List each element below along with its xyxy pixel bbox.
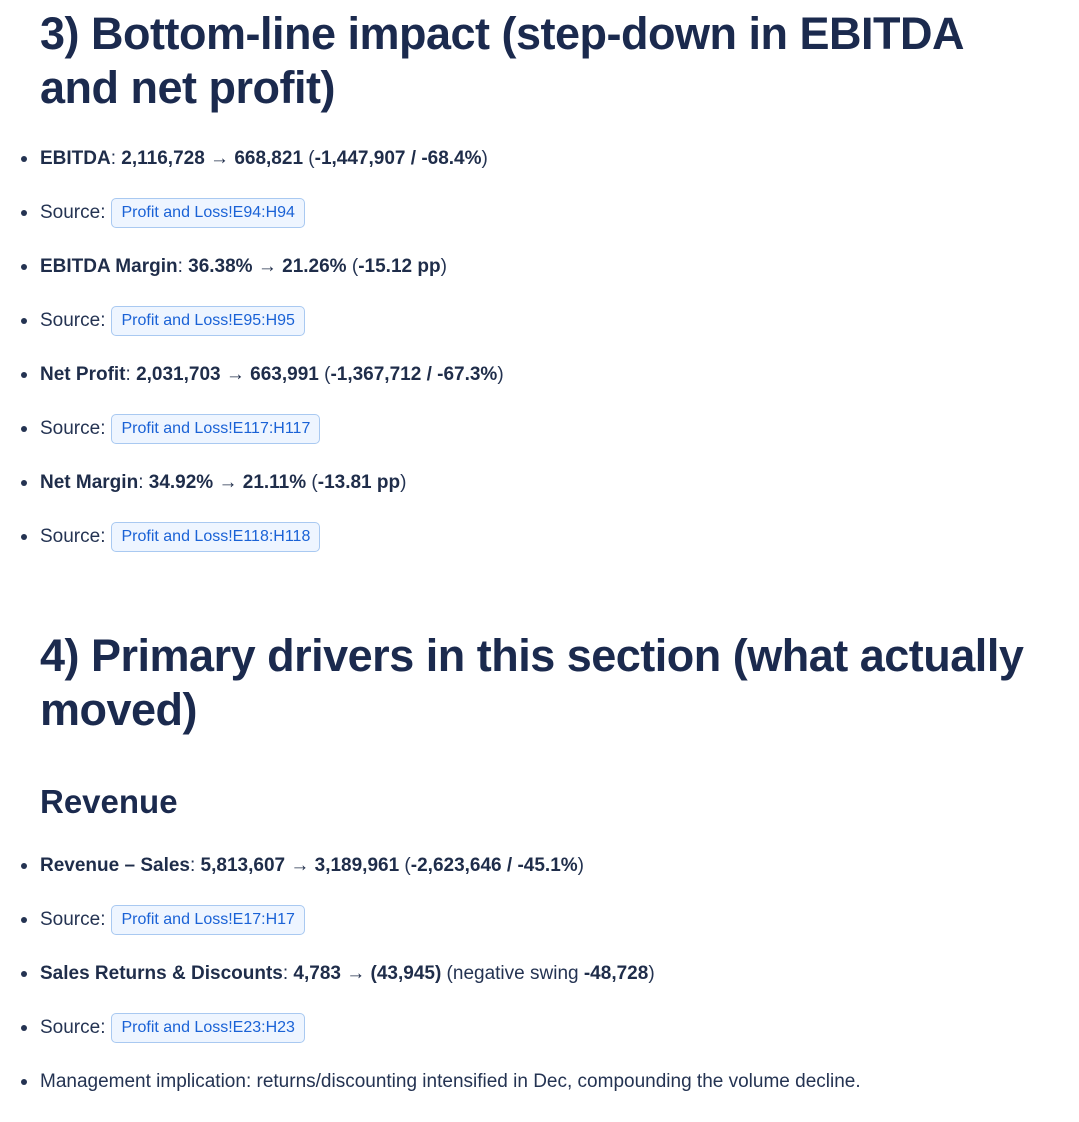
metric-delta: -1,447,907 / -68.4% xyxy=(314,148,482,169)
section-3-list xyxy=(40,145,1039,577)
metric-delta: -48,728 xyxy=(583,963,649,984)
list-item xyxy=(40,906,1039,960)
delta-prefix: negative swing xyxy=(452,963,584,984)
list-item xyxy=(40,523,1039,577)
source-reference-chip[interactable]: Profit and Loss!E95:H95 xyxy=(111,306,304,336)
metric-delta: -1,367,712 / -67.3% xyxy=(330,364,498,385)
report-page xyxy=(0,7,1079,1122)
metric-change: 4,783 → (43,945) xyxy=(293,963,442,984)
metric-delta: -2,623,646 / -45.1% xyxy=(410,855,578,876)
source-label: Source: xyxy=(40,202,106,223)
metric-delta: -13.81 pp xyxy=(317,472,401,493)
source-label: Source: xyxy=(40,418,106,439)
metric-change: 2,031,703 → 663,991 xyxy=(136,364,319,385)
metric-change: 5,813,607 → 3,189,961 xyxy=(200,855,400,876)
section-4-heading: 4) Primary drivers in this section (what actually moved) xyxy=(40,630,1024,735)
section-3-heading: 3) Bottom-line impact (step-down in EBITDA and net profit) xyxy=(40,8,963,113)
source-reference-chip[interactable]: Profit and Loss!E118:H118 xyxy=(111,522,320,552)
list-item xyxy=(40,199,1039,253)
source-label: Source: xyxy=(40,909,106,930)
source-reference-chip[interactable]: Profit and Loss!E94:H94 xyxy=(111,198,304,228)
source-label: Source: xyxy=(40,1017,106,1038)
metric-label: EBITDA xyxy=(40,148,111,169)
source-label: Source: xyxy=(40,310,106,331)
metric-label: Net Profit xyxy=(40,364,126,385)
list-item: Net Margin: 34.92% → 21.11% (-13.81 pp) xyxy=(40,469,1039,523)
metric-label: EBITDA Margin xyxy=(40,256,178,277)
source-reference-chip[interactable]: Profit and Loss!E117:H117 xyxy=(111,414,320,444)
metric-label: Sales Returns & Discounts xyxy=(40,963,283,984)
list-item xyxy=(40,415,1039,469)
section-4-list xyxy=(40,852,1039,1122)
management-implication-text: Management implication: returns/discounting intensified in Dec, compounding the volume decline. xyxy=(40,1071,861,1092)
list-item: Net Profit: 2,031,703 → 663,991 (-1,367,712 / -67.3%) xyxy=(40,361,1039,415)
source-reference-chip[interactable]: Profit and Loss!E17:H17 xyxy=(111,905,304,935)
metric-change: 2,116,728 → 668,821 xyxy=(121,148,304,169)
list-item xyxy=(40,1014,1039,1068)
list-item xyxy=(40,1068,1039,1122)
list-item xyxy=(40,307,1039,361)
source-reference-chip[interactable]: Profit and Loss!E23:H23 xyxy=(111,1013,304,1043)
metric-label: Revenue – Sales xyxy=(40,855,190,876)
revenue-subheading: Revenue xyxy=(40,783,178,820)
list-item: EBITDA: 2,116,728 → 668,821 (-1,447,907 / -68.4%) xyxy=(40,145,1039,199)
metric-change: 34.92% → 21.11% xyxy=(148,472,307,493)
metric-label: Net Margin xyxy=(40,472,139,493)
metric-change: 36.38% → 21.26% xyxy=(188,256,347,277)
list-item: EBITDA Margin: 36.38% → 21.26% (-15.12 pp) xyxy=(40,253,1039,307)
list-item: Revenue – Sales: 5,813,607 → 3,189,961 (-2,623,646 / -45.1%) xyxy=(40,852,1039,906)
metric-delta: -15.12 pp xyxy=(358,256,441,277)
list-item: Sales Returns & Discounts: 4,783 → (43,945) (negative swing -48,728) xyxy=(40,960,1039,1014)
source-label: Source: xyxy=(40,526,106,547)
